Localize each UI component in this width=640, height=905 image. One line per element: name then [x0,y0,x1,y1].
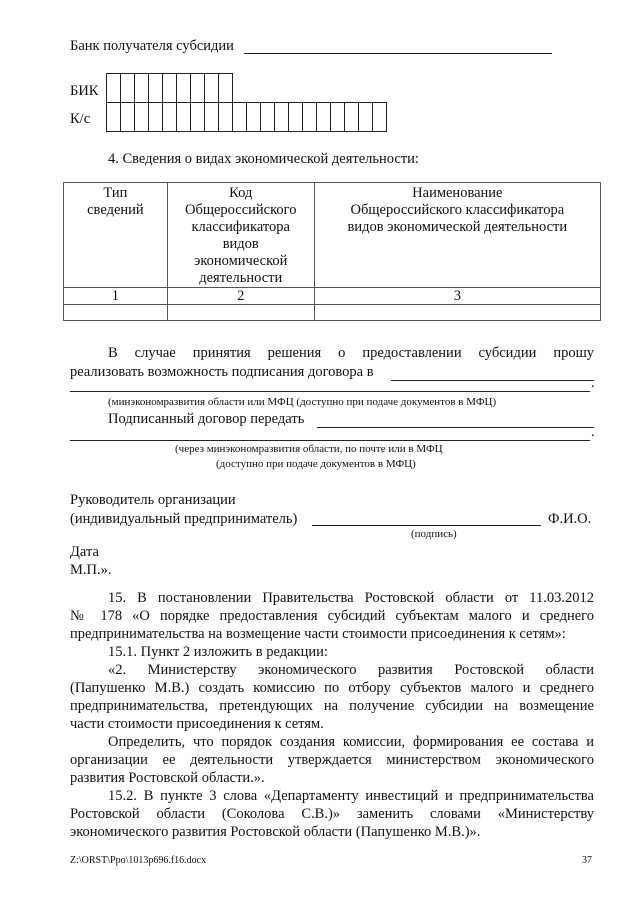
empty-cell[interactable] [314,305,600,321]
fio-label: Ф.И.О. [548,511,592,527]
head-label-1: Руководитель организации [70,492,236,508]
header-type: Тип сведений [64,183,168,288]
digit-cell[interactable] [176,73,191,103]
mp-label: М.П.». [70,562,112,578]
quote-line3: предпринимательства, претендующих на получение субсидии на возмещение [70,698,594,714]
empty-cell[interactable] [167,305,314,321]
page-number: 37 [582,855,592,866]
digit-cell[interactable] [120,102,135,132]
footer-path: Z:\ORST\Ppo\1013p696.f16.docx [70,855,207,866]
digit-cell[interactable] [246,102,261,132]
quote-line2: (Папушенко М.В.) создать комиссию по отбору субъектов малого и среднего [70,680,594,696]
transfer-input[interactable] [317,410,594,428]
digit-cell[interactable] [232,102,247,132]
digit-cell[interactable] [358,102,373,132]
activity-table [63,182,601,321]
bank-label: Банк получателя субсидии [70,38,234,54]
head-label-2: (индивидуальный предприниматель) [70,511,298,527]
bik-label: БИК [70,83,99,99]
signature-line[interactable] [312,510,541,526]
digit-cell[interactable] [190,73,205,103]
date-label: Дата [70,544,99,560]
transfer-note-b: (доступно при подаче документов в МФЦ) [216,458,416,470]
digit-cell[interactable] [218,73,233,103]
digit-cell[interactable] [204,102,219,132]
define-line2: организации ее деятельности утверждается министерством экономического [70,752,594,768]
col-num-3: 3 [314,288,600,305]
contract-place-line2[interactable] [70,381,590,392]
ks-label: К/с [70,111,91,127]
digit-cell[interactable] [372,102,387,132]
p152-line2: Ростовской области (Соколова С.В.)» заменить словами «Министерству [70,806,594,822]
digit-cell[interactable] [288,102,303,132]
p15-line1: 15. В постановлении Правительства Ростовской области от 11.03.2012 [108,590,594,606]
digit-cell[interactable] [274,102,289,132]
empty-cell[interactable] [64,305,168,321]
contract-line2: реализовать возможность подписания договора в [70,364,374,380]
digit-cell[interactable] [344,102,359,132]
digit-cell[interactable] [106,102,121,132]
digit-cell[interactable] [218,102,233,132]
p152-line3: экономического развития Ростовской области (Папушенко М.В.)». [70,824,481,840]
signature-note: (подпись) [411,528,457,540]
quote-line4: части стоимости присоединения к сетям. [70,716,324,732]
digit-cell[interactable] [162,73,177,103]
define-line3: развития Ростовской области.». [70,770,265,786]
quote-line1: «2. Министерству экономического развития Ростовской области [108,662,594,678]
section4-title: 4. Сведения о видах экономической деятельности: [108,151,419,167]
contract-note1: (минэкономразвития области или МФЦ (доступно при подаче документов в МФЦ) [108,396,497,408]
digit-cell[interactable] [204,73,219,103]
digit-cell[interactable] [302,102,317,132]
contract-line1: В случае принятия решения о предоставлении субсидии прошу [108,345,594,361]
digit-cell[interactable] [330,102,345,132]
digit-cell[interactable] [260,102,275,132]
transfer-dot: . [591,424,595,440]
header-code: Код Общероссийского классификатора видов экономической деятельности [167,183,314,288]
digit-cell[interactable] [134,73,149,103]
transfer-note-a: (через минэкономразвития области, по почте или в МФЦ [175,443,443,455]
digit-cell[interactable] [190,102,205,132]
digit-cell[interactable] [316,102,331,132]
digit-cell[interactable] [176,102,191,132]
p15-line3: предпринимательства на возмещение части стоимости присоединения к сетям»: [70,626,566,642]
contract-dot: . [591,375,595,391]
col-num-1: 1 [64,288,168,305]
digit-cell[interactable] [106,73,121,103]
contract-place-input[interactable] [391,363,594,381]
p152-line1: 15.2. В пункте 3 слова «Департаменту инвестиций и предпринимательства [108,788,594,804]
digit-cell[interactable] [162,102,177,132]
digit-cell[interactable] [148,73,163,103]
transfer-label: Подписанный договор передать [108,411,305,427]
define-line1: Определить, что порядок создания комиссии, формирования ее состава и [108,734,594,750]
transfer-line2[interactable] [70,430,590,441]
digit-cell[interactable] [120,73,135,103]
bank-input-line[interactable] [244,37,552,54]
digit-cell[interactable] [134,102,149,132]
digit-cell[interactable] [148,102,163,132]
p15-line2: № 178 «О порядке предоставления субсидий субъектам малого и среднего [70,608,594,624]
header-name: Наименование Общероссийского классификатора видов экономической деятельности [314,183,600,288]
col-num-2: 2 [167,288,314,305]
p151: 15.1. Пункт 2 изложить в редакции: [108,644,328,660]
